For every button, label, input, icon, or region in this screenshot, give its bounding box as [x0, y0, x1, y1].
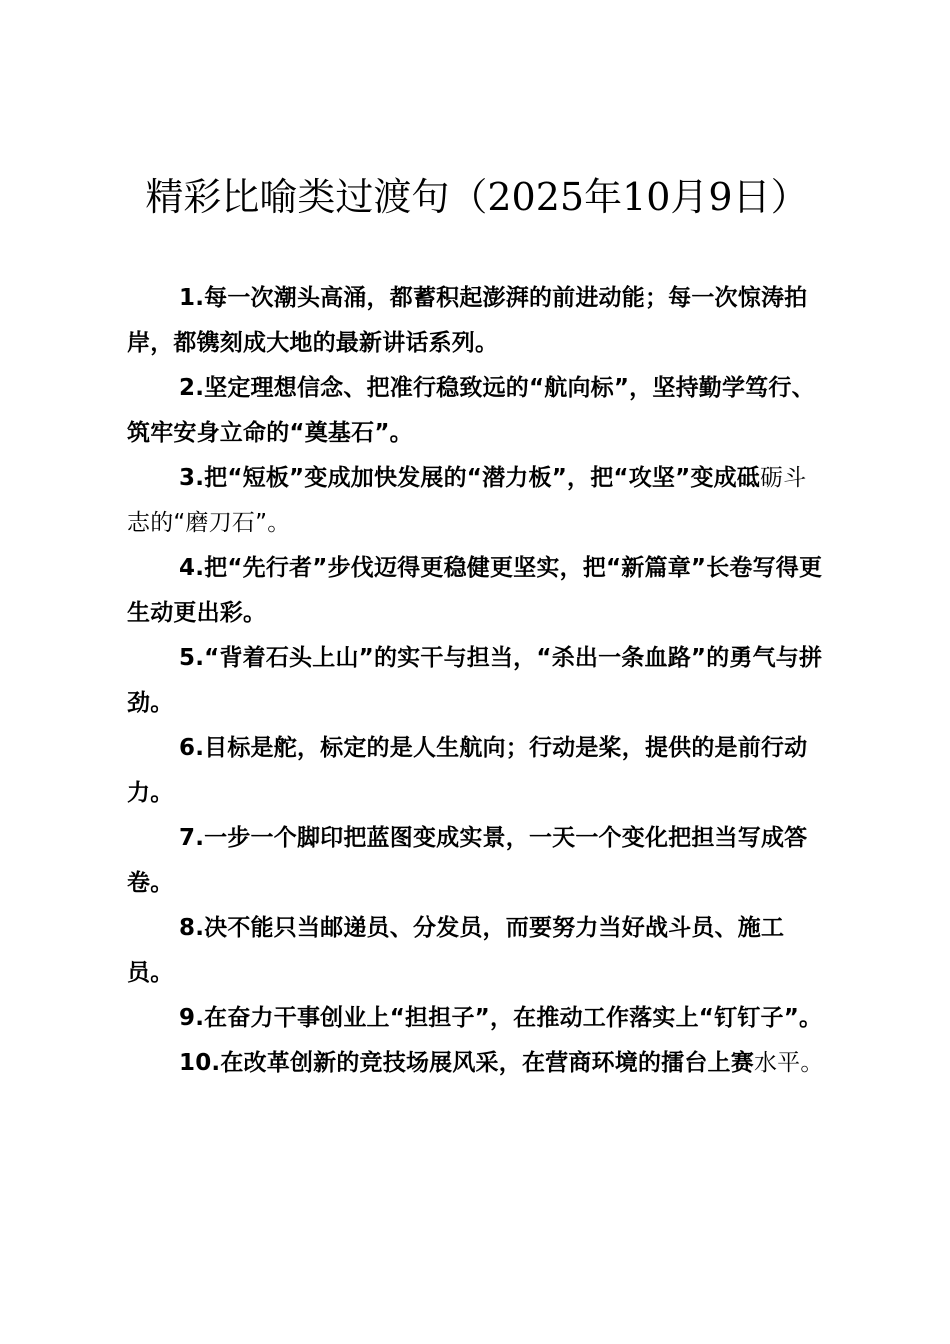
- list-item: [127, 456, 827, 546]
- item-text-normal: 水平。: [753, 1050, 824, 1076]
- list-item: [127, 636, 827, 726]
- list-item: [127, 546, 827, 636]
- item-text-bold: 8.决不能只当邮递员、分发员，而要努力当好战斗员、施工员。: [127, 915, 785, 986]
- item-text-bold: 9.在奋力干事创业上“担担子”，在推动工作落实上“钉钉子”。: [179, 1005, 823, 1031]
- list-item: [127, 366, 827, 456]
- item-text-bold: 5.“背着石头上山”的实干与担当，“杀出一条血路”的勇气与拼劲。: [127, 645, 823, 716]
- list-item: [127, 726, 827, 816]
- item-text-bold: 1.每一次潮头高涌，都蓄积起澎湃的前进动能；每一次惊涛拍岸，都镌刻成大地的最新讲话系列。: [127, 285, 808, 356]
- list-item: [127, 906, 827, 996]
- item-text-bold: 10.在改革创新的竞技场展风采，在营商环境的擂台上赛: [179, 1050, 754, 1076]
- item-text-bold: 2.坚定理想信念、把准行稳致远的“航向标”，坚持勤学笃行、筑牢安身立命的“奠基石”。: [127, 375, 815, 446]
- list-item: [127, 996, 827, 1041]
- list-item: [127, 276, 827, 366]
- list-item: [127, 1041, 827, 1086]
- item-text-bold: 7.一步一个脚印把蓝图变成实景，一天一个变化把担当写成答卷。: [127, 825, 808, 896]
- list-item: [127, 816, 827, 906]
- item-text-bold: 4.把“先行者”步伐迈得更稳健更坚实，把“新篇章”长卷写得更生动更出彩。: [127, 555, 823, 626]
- document-title: 精彩比喻类过渡句（2025年10月9日）: [145, 175, 809, 219]
- item-text-normal: 砺斗志的“磨刀石”。: [127, 465, 807, 536]
- item-text-bold: 3.把“短板”变成加快发展的“潜力板”，把“攻坚”变成砥: [179, 465, 761, 491]
- item-text-bold: 6.目标是舵，标定的是人生航向；行动是桨，提供的是前行动力。: [127, 735, 808, 806]
- item-list: [127, 276, 827, 1086]
